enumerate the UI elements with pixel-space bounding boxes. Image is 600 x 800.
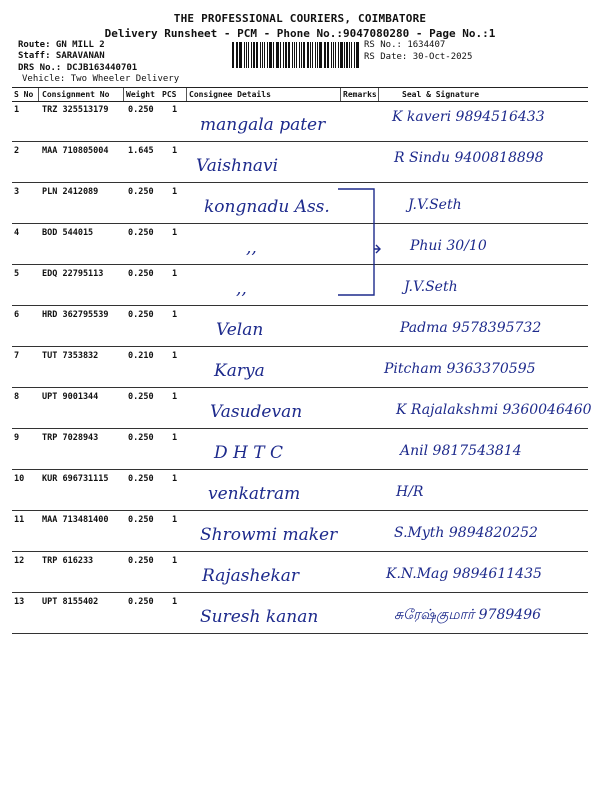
pcs-value: 1 bbox=[172, 105, 178, 115]
row-sno: 10 bbox=[14, 474, 25, 484]
rs-number-label: RS No.: 1634407 bbox=[364, 40, 446, 50]
col-header-consignment: Consignment No bbox=[42, 90, 110, 99]
row-sno: 11 bbox=[14, 515, 25, 525]
pcs-value: 1 bbox=[172, 351, 178, 361]
signature-handwritten: K Rajalakshmi 9360046460 bbox=[396, 402, 592, 418]
consignment-number: BOD 544015 bbox=[42, 228, 94, 238]
row-sno: 2 bbox=[14, 146, 20, 156]
barcode bbox=[232, 42, 360, 68]
weight-value: 0.250 bbox=[128, 392, 154, 402]
consignee-handwritten: kongnadu Ass. bbox=[204, 197, 330, 217]
weight-value: 0.250 bbox=[128, 597, 154, 607]
consignee-handwritten: ,, bbox=[236, 279, 247, 299]
consignee-handwritten: Vasudevan bbox=[210, 402, 303, 422]
pcs-value: 1 bbox=[172, 187, 178, 197]
table-row bbox=[0, 142, 600, 183]
consignment-number: HRD 362795539 bbox=[42, 310, 109, 320]
signature-handwritten: J.V.Seth bbox=[404, 279, 458, 295]
pcs-value: 1 bbox=[172, 597, 178, 607]
consignment-number: TRP 7028943 bbox=[42, 433, 99, 443]
row-sno: 5 bbox=[14, 269, 20, 279]
consignee-handwritten: venkatram bbox=[208, 484, 301, 504]
drs-number-label: DRS No.: DCJB163440701 bbox=[18, 63, 138, 73]
consignee-handwritten: Suresh kanan bbox=[200, 607, 319, 627]
pcs-value: 1 bbox=[172, 474, 178, 484]
weight-value: 0.250 bbox=[128, 556, 154, 566]
col-header-pcs: PCS bbox=[162, 90, 177, 99]
runsheet-subtitle: Delivery Runsheet - PCM - Phone No.:9047080280 - Page No.:1 bbox=[104, 27, 496, 40]
consignment-number: MAA 710805004 bbox=[42, 146, 109, 156]
consignee-handwritten: Vaishnavi bbox=[196, 156, 279, 176]
signature-handwritten: H/R bbox=[396, 484, 424, 500]
consignee-handwritten: Rajashekar bbox=[202, 566, 300, 586]
signature-handwritten: Pitcham 9363370595 bbox=[384, 361, 536, 377]
table-row bbox=[0, 429, 600, 470]
signature-handwritten: R Sindu 9400818898 bbox=[394, 150, 544, 166]
bracket-annotation bbox=[336, 187, 381, 297]
page-title: THE PROFESSIONAL COURIERS, COIMBATORE bbox=[173, 12, 427, 25]
weight-value: 0.250 bbox=[128, 515, 154, 525]
signature-handwritten: J.V.Seth bbox=[408, 197, 462, 213]
table-row bbox=[0, 183, 600, 224]
header-top-rule bbox=[12, 87, 588, 88]
row-sno: 3 bbox=[14, 187, 20, 197]
weight-value: 0.250 bbox=[128, 228, 154, 238]
row-sno: 8 bbox=[14, 392, 20, 402]
pcs-value: 1 bbox=[172, 556, 178, 566]
table-row bbox=[0, 593, 600, 634]
col-divider bbox=[38, 88, 39, 101]
signature-handwritten: Anil 9817543814 bbox=[400, 443, 522, 459]
consignee-handwritten: Shrowmi maker bbox=[200, 525, 338, 545]
weight-value: 0.250 bbox=[128, 105, 154, 115]
signature-handwritten: சுரேஷ்குமார் 9789496 bbox=[394, 607, 542, 623]
weight-value: 0.210 bbox=[128, 351, 154, 361]
weight-value: 0.250 bbox=[128, 433, 154, 443]
weight-value: 0.250 bbox=[128, 474, 154, 484]
consignee-handwritten: Karya bbox=[214, 361, 265, 381]
consignment-number: KUR 696731115 bbox=[42, 474, 109, 484]
vehicle-label: Vehicle: Two Wheeler Delivery bbox=[22, 74, 180, 84]
weight-value: 0.250 bbox=[128, 310, 154, 320]
route-label: Route: GN MILL 2 bbox=[18, 40, 105, 50]
row-sno: 13 bbox=[14, 597, 25, 607]
table-row bbox=[0, 511, 600, 552]
consignment-number: TRZ 325513179 bbox=[42, 105, 109, 115]
col-header-seal: Seal & Signature bbox=[402, 90, 480, 99]
row-divider bbox=[12, 633, 588, 634]
signature-handwritten: S.Myth 9894820252 bbox=[394, 525, 538, 541]
weight-value: 0.250 bbox=[128, 187, 154, 197]
table-row bbox=[0, 101, 600, 142]
signature-handwritten: K.N.Mag 9894611435 bbox=[386, 566, 542, 582]
table-row bbox=[0, 347, 600, 388]
col-header-remarks: Remarks bbox=[343, 90, 377, 99]
signature-handwritten: K kaveri 9894516433 bbox=[392, 109, 545, 125]
col-divider bbox=[378, 88, 379, 101]
col-divider bbox=[186, 88, 187, 101]
pcs-value: 1 bbox=[172, 433, 178, 443]
row-sno: 4 bbox=[14, 228, 20, 238]
pcs-value: 1 bbox=[172, 310, 178, 320]
staff-label: Staff: SARAVANAN bbox=[18, 51, 105, 61]
rs-date-label: RS Date: 30-Oct-2025 bbox=[364, 52, 473, 62]
col-header-consignee: Consignee Details bbox=[189, 90, 271, 99]
consignee-handwritten: mangala pater bbox=[200, 115, 326, 135]
consignment-number: PLN 2412089 bbox=[42, 187, 99, 197]
col-header-sno: S No bbox=[14, 90, 34, 99]
table-row bbox=[0, 470, 600, 511]
table-row bbox=[0, 265, 600, 306]
row-sno: 1 bbox=[14, 105, 20, 115]
consignment-number: TRP 616233 bbox=[42, 556, 94, 566]
col-header-weight: Weight bbox=[126, 90, 155, 99]
weight-value: 0.250 bbox=[128, 269, 154, 279]
row-sno: 6 bbox=[14, 310, 20, 320]
signature-handwritten: Padma 9578395732 bbox=[400, 320, 542, 336]
table-row bbox=[0, 552, 600, 593]
pcs-value: 1 bbox=[172, 392, 178, 402]
consignee-handwritten: ,, bbox=[246, 238, 257, 258]
consignee-handwritten: D H T C bbox=[214, 443, 284, 463]
consignment-number: UPT 8155402 bbox=[42, 597, 99, 607]
row-sno: 7 bbox=[14, 351, 20, 361]
consignment-number: UPT 9001344 bbox=[42, 392, 99, 402]
weight-value: 1.645 bbox=[128, 146, 154, 156]
signature-handwritten: Phui 30/10 bbox=[410, 238, 487, 254]
pcs-value: 1 bbox=[172, 146, 178, 156]
col-divider bbox=[340, 88, 341, 101]
table-row bbox=[0, 306, 600, 347]
consignment-number: MAA 713481400 bbox=[42, 515, 109, 525]
consignee-handwritten: Velan bbox=[216, 320, 264, 340]
pcs-value: 1 bbox=[172, 515, 178, 525]
col-divider bbox=[123, 88, 124, 101]
table-row bbox=[0, 224, 600, 265]
consignment-number: EDQ 22795113 bbox=[42, 269, 104, 279]
row-sno: 12 bbox=[14, 556, 25, 566]
table-row bbox=[0, 388, 600, 429]
pcs-value: 1 bbox=[172, 269, 178, 279]
row-sno: 9 bbox=[14, 433, 20, 443]
pcs-value: 1 bbox=[172, 228, 178, 238]
consignment-number: TUT 7353832 bbox=[42, 351, 99, 361]
